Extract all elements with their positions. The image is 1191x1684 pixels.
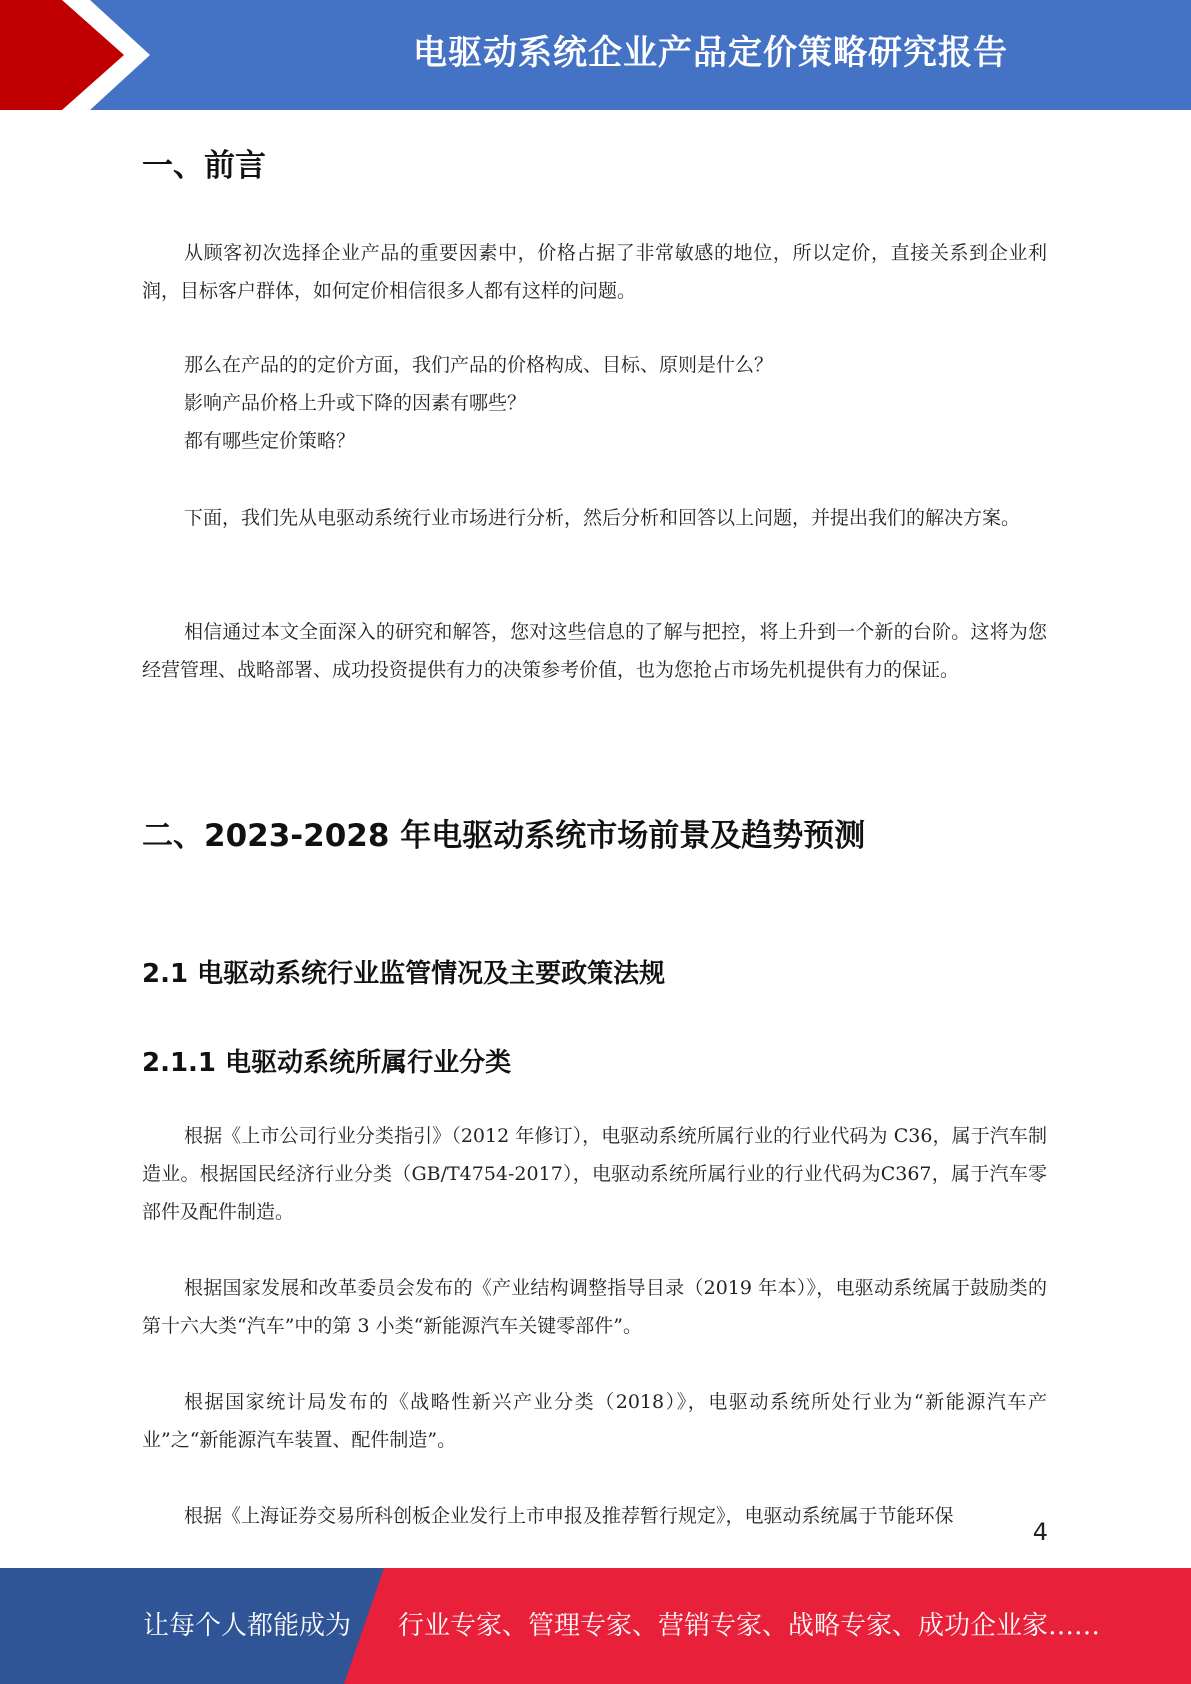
- footer-banner: [0, 1568, 1191, 1684]
- header-banner: [0, 0, 1191, 110]
- section-1-question-2: 影响产品价格上升或下降的因素有哪些？: [184, 392, 527, 414]
- section-1-paragraph-3: 相信通过本文全面深入的研究和解答，您对这些信息的了解与把控，将上升到一个新的台阶。这将为您经营管理、战略部署、成功投资提供有力的决策参考价值，也为您抢占市场先机提供有力的保证。: [142, 621, 1047, 681]
- footer-slogan-right: 行业专家、管理专家、营销专家、战略专家、成功企业家……: [398, 1611, 1101, 1641]
- section-1-question-1: 那么在产品的的定价方面，我们产品的价格构成、目标、原则是什么？: [184, 354, 774, 376]
- page-number: 4: [1032, 1518, 1048, 1546]
- section-2-1-1-paragraph-3: 根据国家统计局发布的《战略性新兴产业分类（2018）》，电驱动系统所处行业为“新能源汽车产业”之“新能源汽车装置、配件制造”。: [142, 1391, 1047, 1451]
- section-2-1-heading: 2.1 电驱动系统行业监管情况及主要政策法规: [142, 959, 666, 989]
- report-title: 电驱动系统企业产品定价策略研究报告: [413, 33, 1008, 73]
- section-1-paragraph-1: 从顾客初次选择企业产品的重要因素中，价格占据了非常敏感的地位，所以定价，直接关系到企业利润，目标客户群体，如何定价相信很多人都有这样的问题。: [142, 242, 1047, 302]
- section-2-1-1-paragraph-4: 根据《上海证券交易所科创板企业发行上市申报及推荐暂行规定》，电驱动系统属于节能环保: [184, 1505, 954, 1527]
- section-1-paragraph-2: 下面，我们先从电驱动系统行业市场进行分析，然后分析和回答以上问题，并提出我们的解决方案。: [184, 507, 1021, 529]
- section-1-question-3: 都有哪些定价策略？: [184, 430, 356, 452]
- section-2-heading: 二、2023-2028 年电驱动系统市场前景及趋势预测: [142, 818, 866, 854]
- section-2-1-1-paragraph-2: 根据国家发展和改革委员会发布的《产业结构调整指导目录（2019 年本）》，电驱动系统属于鼓励类的第十六大类“汽车”中的第 3 小类“新能源汽车关键零部件”。: [142, 1277, 1047, 1337]
- section-1-heading: 一、前言: [142, 148, 266, 184]
- section-2-1-1-paragraph-1: 根据《上市公司行业分类指引》（2012 年修订），电驱动系统所属行业的行业代码为 C36，属于汽车制造业。根据国民经济行业分类（GB/T4754-2017），电驱动系统所属行业的行业代码为C367，属于汽车零部件及配件制造。: [142, 1125, 1047, 1223]
- section-2-1-1-heading: 2.1.1 电驱动系统所属行业分类: [142, 1048, 512, 1078]
- footer-slogan-left: 让每个人都能成为: [143, 1611, 352, 1641]
